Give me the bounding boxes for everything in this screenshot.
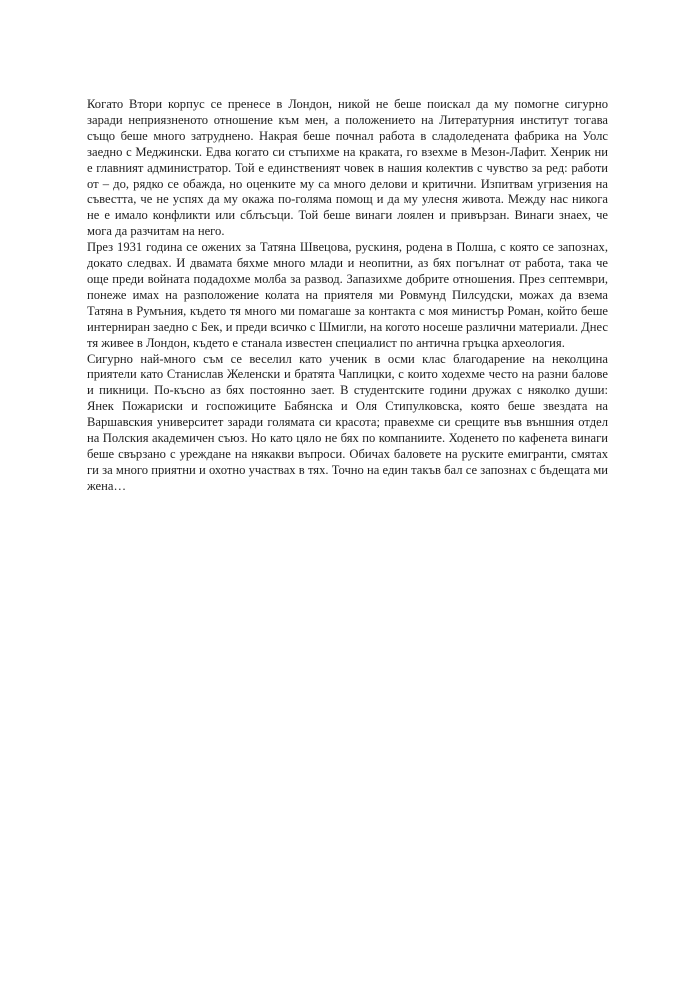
paragraph-1: Когато Втори корпус се пренесе в Лондон, никой не беше поискал да му помогне сигурно заради неприязненото отношение към мен, а положението на Литературния институт тогава също беше много затруднено. Накрая беше почнал работа в сладоледената фабрика на Уолс заедно с Меджински. Едва когато си стъпихме на краката, го взехме в Мезон-Лафит. Хенрик ни е главният администратор. Той е единственият човек в нашия колектив с чувство за ред: работи от – до, рядко се обажда, но оценките му са много делови и критични. Изпитвам угризения на съвестта, че не успях да му окажа по-голяма помощ и да му улесня живота. Между нас никога не е имало конфликти или сблъсъци. Той беше винаги лоялен и привързан. Винаги знаех, че мога да разчитам на него.: [87, 97, 608, 239]
paragraph-3: Сигурно най-много съм се веселил като ученик в осми клас благодарение на неколцина приятели като Станислав Желенски и братята Чаплицки, с които ходехме често на разни балове и пикници. По-късно аз бях постоянно зает. В студентските години дружах с няколко души: Янек Пожариски и госпожиците Бабянска и Оля Стипулковска, която беше звездата на Варшавския университет заради голямата си красота; правехме си срещите във външния отдел на Полския академичен съюз. Но като цяло не бях по компаниите. Ходенето по кафенета винаги беше свързано с уреждане на някакви въпроси. Обичах баловете на руските емигранти, смятах ги за много приятни и охотно участвах в тях. Точно на един такъв бал се запознах с бъдещата ми жена…: [87, 351, 608, 493]
body-text: [87, 97, 608, 495]
paragraph-2: През 1931 година се ожених за Татяна Швецова, рускиня, родена в Полша, с която се запознах, докато следвах. И двамата бяхме много млади и неопитни, аз бях погълнат от работа, така че още преди войната подадохме молба за развод. Запазихме добрите отношения. През септември, понеже имах на разположение колата на приятеля ми Ровмунд Пилсудски, можах да взема Татяна в Румъния, където тя много ми помагаше за контакта с моя министър Роман, който беше интерниран заедно с Бек, и преди всичко с Шмигли, на когото носеше различни материали. Днес тя живее в Лондон, където е станала известен специалист по антична гръцка археология.: [87, 240, 608, 350]
